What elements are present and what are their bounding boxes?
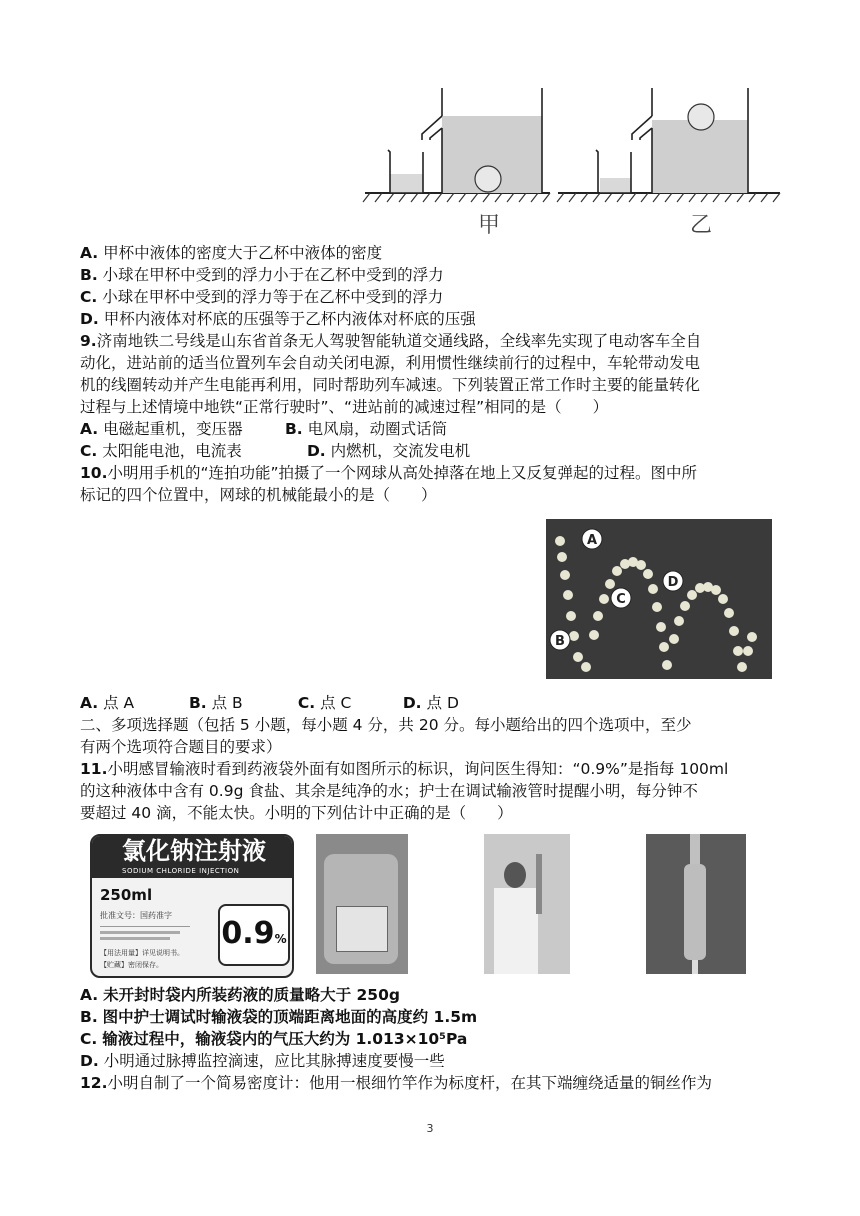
q8-option-d: D. 甲杯内液体对杯底的压强等于乙杯内液体对杯底的压强 (80, 310, 476, 328)
setup-yi (557, 88, 780, 238)
q9-line-1: 9.济南地铁二号线是山东省首条无人驾驶智能轨道交通线路，全线率先实现了电动客车全自 (80, 332, 702, 350)
point-a-label: A (586, 533, 598, 548)
label-percent-sign: % (274, 932, 287, 946)
q11-drug-label-photo (90, 834, 294, 978)
q9-option-d: D. 内燃机，交流发电机 (306, 442, 471, 460)
label-fine-print (100, 926, 190, 947)
label-approval: 批准文号：国药准字 (100, 911, 172, 920)
q11-drip-chamber-photo (646, 834, 746, 974)
point-c-label: C (616, 592, 626, 607)
point-d-label: D (667, 575, 679, 590)
q8-option-b: B. 小球在甲杯中受到的浮力小于在乙杯中受到的浮力 (80, 266, 444, 284)
q11-option-c: C. 输液过程中，输液袋内的气压大约为 1.013×10⁵Pa (80, 1030, 468, 1048)
q11-line-1: 11.小明感冒输液时看到药液袋外面有如图所示的标识，询问医生得知：“0.9%”是指每 100ml (80, 760, 729, 778)
label-usage: 【用法用量】详见说明书。 (100, 949, 184, 957)
q10-line-2: 标记的四个位置中，网球的机械能最小的是（ ） (80, 486, 437, 504)
label-percent-box (218, 904, 290, 966)
q9-line-2: 动化，进站前的适当位置列车会自动关闭电源，利用惯性继续前行的过程中，车轮带动发电 (80, 354, 701, 372)
q11-option-d: D. 小明通过脉搏监控滴速，应比其脉搏速度要慢一些 (80, 1052, 445, 1070)
q9-line-3: 机的线圈转动并产生电能再利用，同时帮助列车减速。下列装置正常工作时主要的能量转化 (80, 376, 701, 394)
q10-option-a: A. 点 A (80, 694, 135, 712)
label-title-bar (92, 836, 292, 878)
q10-bouncing-ball-photo (546, 519, 772, 679)
label-subtitle: SODIUM CHLORIDE INJECTION (122, 867, 240, 875)
q11-line-2: 的这种液体中含有 0.9g 食盐、其余是纯净的水；护士在调试输液管时提醒小明，每分钟不 (80, 782, 698, 800)
q11-option-a: A. 未开封时袋内所装药液的质量略大于 250g (80, 986, 400, 1004)
q9-option-a: A. 电磁起重机，变压器 (80, 420, 243, 438)
label-percent-value: 0.9 (221, 916, 275, 951)
q8-option-c: C. 小球在甲杯中受到的浮力等于在乙杯中受到的浮力 (80, 288, 444, 306)
q11-line-3: 要超过 40 滴，不能太快。小明的下列估计中正确的是（ ） (80, 804, 513, 822)
page-number: 3 (426, 1122, 434, 1135)
label-storage: 【贮藏】密闭保存。 (100, 961, 163, 969)
setup-jia (363, 88, 550, 238)
q10-option-d: D. 点 D (402, 694, 459, 712)
section-2-heading-line-2: 有两个选项符合题目的要求） (80, 738, 282, 756)
label-yi: 乙 (690, 213, 713, 238)
q8-figure (360, 82, 785, 247)
label-title: 氯化钠注射液 (122, 837, 266, 865)
section-2-heading-line-1: 二、多项选择题（包括 5 小题，每小题 4 分，共 20 分。每小题给出的四个选项中，至少 (80, 716, 692, 734)
q11-iv-bag-photo (316, 834, 408, 974)
q9-option-b: B. 电风扇，动圈式话筒 (284, 420, 448, 438)
point-b-label: B (555, 634, 565, 649)
q8-option-a: A. 甲杯中液体的密度大于乙杯中液体的密度 (80, 244, 383, 262)
q10-option-b: B. 点 B (188, 694, 243, 712)
q9-options-row-1 (80, 418, 780, 440)
label-volume: 250ml (100, 886, 153, 904)
q10-option-c: C. 点 C (297, 694, 352, 712)
q12-line-1: 12.小明自制了一个简易密度计：他用一根细竹竿作为标度杆，在其下端缠绕适量的铜丝作为 (80, 1074, 712, 1092)
q9-options-row-2 (80, 440, 780, 462)
q11-nurse-photo (484, 834, 570, 974)
q9-line-4: 过程与上述情境中地铁“正常行驶时”、“进站前的减速过程”相同的是（ ） (80, 398, 609, 416)
q11-option-b: B. 图中护士调试时输液袋的顶端距离地面的高度约 1.5m (80, 1008, 478, 1026)
label-jia: 甲 (478, 213, 501, 238)
q9-option-c: C. 太阳能电池，电流表 (80, 442, 242, 460)
q10-line-1: 10.小明用手机的“连拍功能”拍摄了一个网球从高处掉落在地上又反复弹起的过程。图中所 (80, 464, 698, 482)
q10-options (80, 692, 780, 714)
